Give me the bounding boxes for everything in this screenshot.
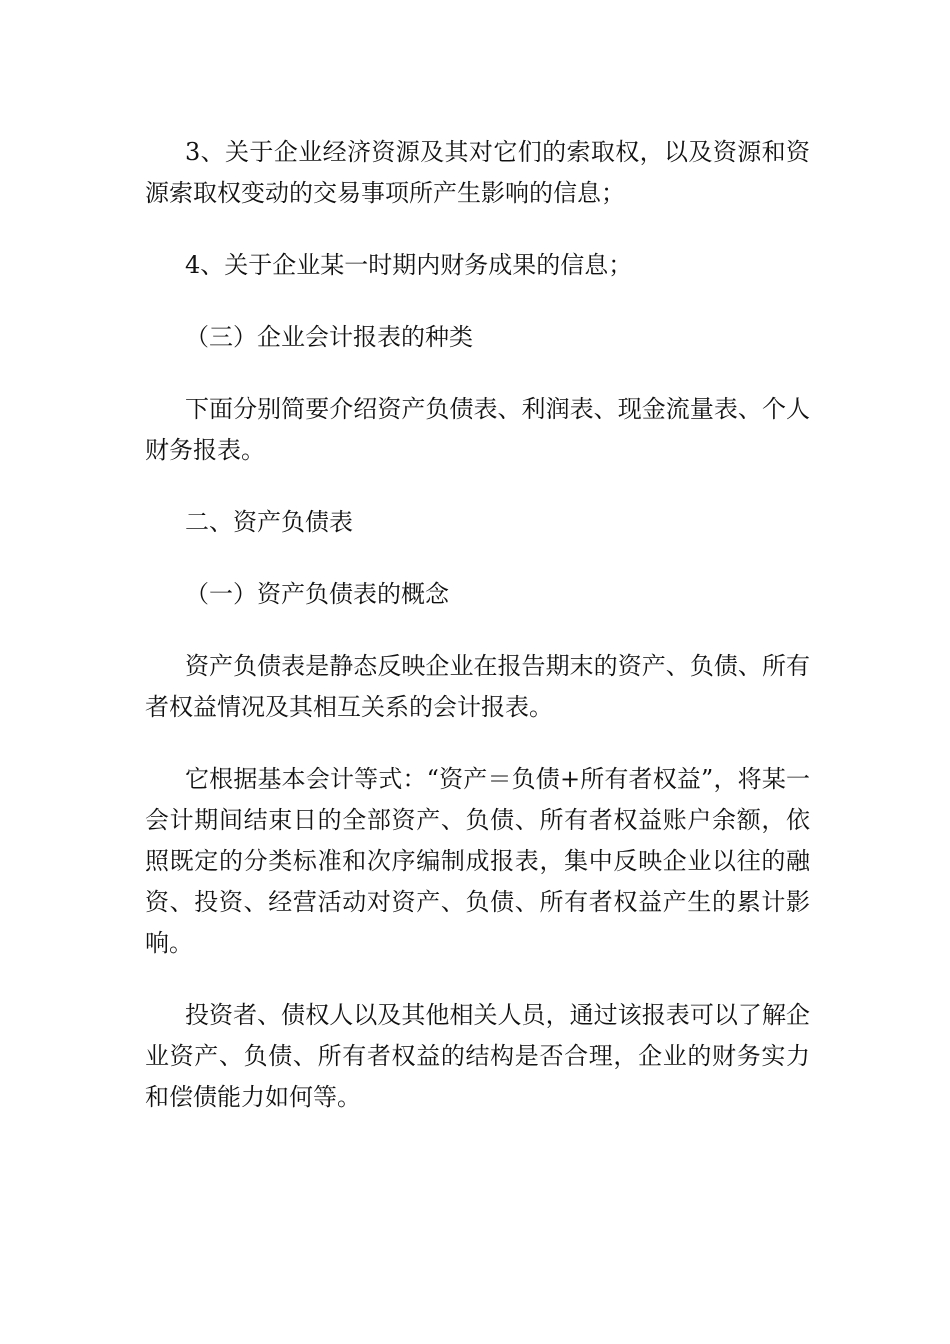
subsection-heading-balance-sheet-concept: （一）资产负债表的概念 (185, 580, 449, 608)
section-heading-balance-sheet: 二、资产负债表 (185, 508, 353, 536)
document-page (145, 132, 810, 1149)
section-heading-report-types: （三）企业会计报表的种类 (185, 323, 473, 351)
paragraph-accounting-equation: 它根据基本会计等式：“资产＝负债+所有者权益”，将某一会计期间结束日的全部资产、负债、所有者权益账户余额，依照既定的分类标准和次序编制成报表，集中反映企业以往的融资、投资、经营活动对资产、负债、所有者权益产生的累计影响。 (145, 765, 810, 957)
paragraph-report-intro: 下面分别简要介绍资产负债表、利润表、现金流量表、个人财务报表。 (145, 395, 810, 464)
paragraph-item-4: 4、关于企业某一时期内财务成果的信息； (185, 251, 633, 279)
paragraph-stakeholders: 投资者、债权人以及其他相关人员，通过该报表可以了解企业资产、负债、所有者权益的结构是否合理，企业的财务实力和偿债能力如何等。 (145, 1001, 810, 1111)
paragraph-balance-sheet-definition: 资产负债表是静态反映企业在报告期末的资产、负债、所有者权益情况及其相互关系的会计报表。 (145, 652, 810, 721)
paragraph-item-3: 3、关于企业经济资源及其对它们的索取权，以及资源和资源索取权变动的交易事项所产生影响的信息； (145, 138, 810, 207)
